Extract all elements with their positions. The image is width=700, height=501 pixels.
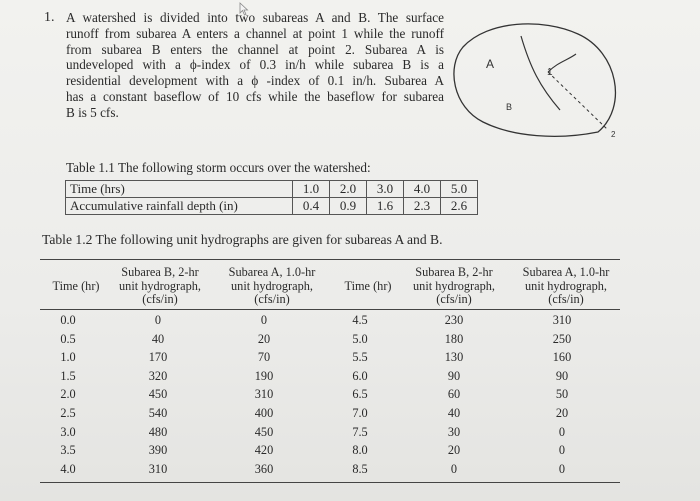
time-cell: 7.0 bbox=[352, 406, 368, 420]
watershed-boundary bbox=[454, 24, 616, 136]
subarea-b-cell: 230 bbox=[444, 313, 464, 327]
subarea-b-cell: 310 bbox=[148, 461, 168, 476]
subarea-b-cell: 130 bbox=[444, 350, 464, 365]
row-label: Accumulative rainfall depth (in) bbox=[66, 198, 293, 215]
table-row bbox=[66, 181, 478, 198]
subarea-a-cell: 420 bbox=[254, 443, 274, 458]
time-cell: 4.0 bbox=[60, 461, 76, 476]
header-subarea-b-left bbox=[108, 266, 212, 307]
subarea-b-cell: 30 bbox=[447, 424, 461, 439]
problem-line: has a constant baseflow of 10 cfs while the baseflow for subarea bbox=[66, 88, 444, 104]
subarea-a-cell: 450 bbox=[254, 424, 274, 439]
subarea-b-cell: 20 bbox=[447, 443, 461, 458]
time-cell: 1.0 bbox=[60, 350, 76, 365]
subarea-a-cell: 70 bbox=[257, 350, 271, 365]
label-subarea-a: A bbox=[486, 57, 495, 71]
time-cell: 0.0 bbox=[60, 313, 76, 327]
header-line: (cfs/in) bbox=[254, 292, 290, 306]
subarea-a-cell: 400 bbox=[254, 406, 274, 420]
subarea-a-cell: 0 bbox=[260, 313, 268, 327]
subarea-b-cell: 390 bbox=[148, 443, 168, 458]
subarea-a-cell: 190 bbox=[254, 368, 274, 383]
subarea-b-cell: 0 bbox=[154, 313, 162, 327]
subarea-b-cell: 450 bbox=[148, 387, 168, 402]
table-bottom-rule bbox=[40, 482, 620, 483]
problem-line: undeveloped with a ϕ-index of 0.3 in/h while subarea B is a bbox=[66, 57, 444, 73]
watershed-diagram bbox=[448, 12, 638, 152]
table-cell: 2.6 bbox=[441, 198, 478, 215]
problem-line: B is 5 cfs. bbox=[66, 104, 119, 120]
subarea-a-cell: 50 bbox=[555, 387, 569, 402]
header-line: (cfs/in) bbox=[142, 292, 178, 306]
table-cell: 2.3 bbox=[404, 198, 441, 215]
problem-statement bbox=[66, 10, 444, 121]
subarea-a-cell: 0 bbox=[558, 424, 566, 439]
header-line: Subarea A, 1.0-hr bbox=[228, 265, 316, 279]
time-cell: 3.0 bbox=[60, 424, 76, 439]
subarea-a-cell: 0 bbox=[558, 443, 566, 458]
time-cell: 0.5 bbox=[60, 331, 76, 346]
table-cell: 4.0 bbox=[404, 181, 441, 198]
subarea-b-cell: 60 bbox=[447, 387, 461, 402]
label-point-1: 1 bbox=[547, 67, 553, 78]
header-subarea-a-left bbox=[214, 266, 330, 307]
problem-line: from subarea B enters the channel at point 2. Subarea A is bbox=[66, 41, 444, 57]
subarea-a-cell: 160 bbox=[552, 350, 572, 365]
header-line: unit hydrograph, bbox=[231, 278, 313, 293]
subarea-a-cell: 90 bbox=[555, 368, 569, 383]
table-row bbox=[66, 198, 478, 215]
time-cell: 2.5 bbox=[60, 406, 76, 420]
header-time-left: Time (hr) bbox=[52, 279, 100, 293]
subarea-b-cell: 180 bbox=[444, 331, 464, 346]
time-cell: 4.5 bbox=[352, 313, 368, 327]
table2-caption: Table 1.2 The following unit hydrographs are given for subareas A and B. bbox=[42, 232, 443, 247]
channel-line bbox=[548, 72, 608, 130]
subarea-a-cell: 20 bbox=[555, 406, 569, 420]
header-bottom-rule bbox=[40, 309, 620, 310]
subarea-b-cell: 40 bbox=[151, 331, 165, 346]
table-cell: 0.4 bbox=[293, 198, 330, 215]
table-cell: 2.0 bbox=[330, 181, 367, 198]
time-cell: 6.5 bbox=[352, 387, 368, 402]
header-line: unit hydrograph, bbox=[413, 278, 495, 293]
subarea-a-cell: 20 bbox=[257, 331, 271, 346]
subarea-a-cell: 250 bbox=[552, 331, 572, 346]
time-cell: 2.0 bbox=[60, 387, 76, 402]
header-line: Subarea A, 1.0-hr bbox=[522, 265, 610, 279]
subarea-a-cell: 360 bbox=[254, 461, 274, 476]
subarea-b-cell: 170 bbox=[148, 350, 168, 365]
time-cell: 6.0 bbox=[352, 368, 368, 383]
table-cell: 1.6 bbox=[367, 198, 404, 215]
subarea-divide bbox=[521, 36, 560, 110]
time-cell: 8.0 bbox=[352, 443, 368, 458]
table1-caption: Table 1.1 The following storm occurs over the watershed: bbox=[66, 160, 371, 175]
problem-line: runoff from subarea A enters a channel at point 1 while the runoff bbox=[66, 25, 444, 41]
header-line: unit hydrograph, bbox=[525, 278, 607, 293]
time-cell: 8.5 bbox=[352, 461, 368, 476]
time-cell: 3.5 bbox=[60, 443, 76, 458]
time-cell: 7.5 bbox=[352, 424, 368, 439]
storm-table bbox=[65, 180, 478, 215]
table-top-rule bbox=[40, 259, 620, 260]
subarea-b-cell: 480 bbox=[148, 424, 168, 439]
header-line: Subarea B, 2-hr bbox=[121, 265, 199, 279]
row-label: Time (hrs) bbox=[66, 181, 293, 198]
table-cell: 1.0 bbox=[293, 181, 330, 198]
question-number: 1. bbox=[44, 10, 55, 25]
label-point-2: 2 bbox=[611, 130, 616, 139]
table-cell: 3.0 bbox=[367, 181, 404, 198]
header-line: Subarea B, 2-hr bbox=[415, 265, 493, 279]
problem-line: A watershed is divided into two subareas A and B. The surface bbox=[66, 10, 444, 25]
subarea-a-cell: 0 bbox=[558, 461, 566, 476]
header-line: (cfs/in) bbox=[436, 292, 472, 306]
time-cell: 5.5 bbox=[352, 350, 368, 365]
label-subarea-b: B bbox=[506, 102, 513, 112]
table-cell: 5.0 bbox=[441, 181, 478, 198]
time-cell: 1.5 bbox=[60, 368, 76, 383]
subarea-b-cell: 90 bbox=[447, 368, 461, 383]
header-line: (cfs/in) bbox=[548, 292, 584, 306]
header-line: unit hydrograph, bbox=[119, 278, 201, 293]
subarea-b-cell: 40 bbox=[447, 406, 461, 420]
subarea-b-cell: 320 bbox=[148, 368, 168, 383]
subarea-a-cell: 310 bbox=[254, 387, 274, 402]
header-subarea-b-right bbox=[402, 266, 506, 307]
header-subarea-a-right bbox=[508, 266, 624, 307]
time-cell: 5.0 bbox=[352, 331, 368, 346]
subarea-b-cell: 540 bbox=[148, 406, 168, 420]
table-cell: 0.9 bbox=[330, 198, 367, 215]
header-time-right: Time (hr) bbox=[344, 279, 392, 293]
problem-line: residential development with a ϕ -index of 0.1 in/h. Subarea A bbox=[66, 73, 444, 89]
subarea-a-cell: 310 bbox=[552, 313, 572, 327]
subarea-b-cell: 0 bbox=[450, 461, 458, 476]
